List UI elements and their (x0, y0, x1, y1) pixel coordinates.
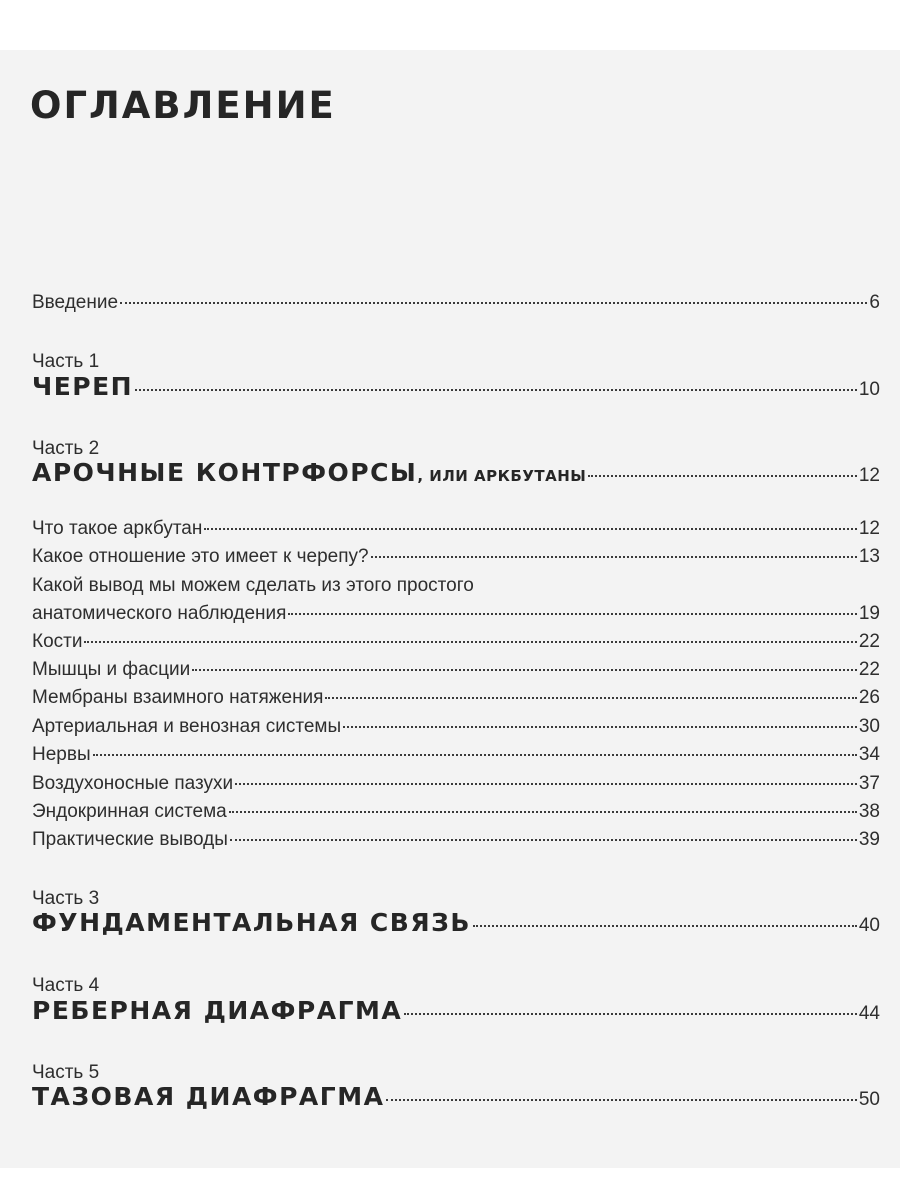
page-number: 44 (858, 1003, 880, 1024)
dot-leader (473, 925, 857, 927)
dot-leader (229, 811, 857, 813)
dot-leader (235, 783, 857, 785)
toc-entry-part-3[interactable] (32, 908, 880, 937)
part-title: ЧЕРЕП (32, 372, 134, 401)
page-number: 38 (858, 801, 880, 822)
toc-entry-section[interactable] (32, 631, 880, 653)
toc-entry-intro[interactable] (32, 292, 880, 314)
entry-label: Нервы (32, 744, 91, 765)
part-subtitle: , ИЛИ АРКБУТАНЫ (417, 467, 587, 485)
part-1-label: Часть 1 (32, 351, 100, 372)
entry-label: Мембраны взаимного натяжения (32, 687, 324, 708)
toc-entry-section[interactable] (32, 659, 880, 681)
page-number: 19 (858, 603, 880, 624)
part-title: ТАЗОВАЯ ДИАФРАГМА (32, 1082, 385, 1111)
entry-label: Введение (32, 292, 119, 313)
page-number: 22 (858, 659, 880, 680)
dot-leader (230, 839, 857, 841)
part-3-label: Часть 3 (32, 888, 100, 909)
toc-entry-part-2[interactable] (32, 458, 880, 487)
dot-leader (192, 669, 857, 671)
page-number: 12 (858, 465, 880, 486)
toc-entry-part-1[interactable] (32, 372, 880, 401)
dot-leader (84, 641, 856, 643)
toc-entry-section[interactable] (32, 687, 880, 709)
dot-leader (93, 754, 857, 756)
toc-entry-part-4[interactable] (32, 996, 880, 1025)
dot-leader (288, 613, 856, 615)
part-5-label: Часть 5 (32, 1062, 100, 1083)
entry-label: Какое отношение это имеет к черепу? (32, 546, 369, 567)
dot-leader (386, 1099, 856, 1101)
page-number: 30 (858, 716, 880, 737)
page-number: 13 (858, 546, 880, 567)
entry-label-line-1[interactable]: Какой вывод мы можем сделать из этого простого (32, 575, 474, 596)
toc-entry-section[interactable] (32, 829, 880, 851)
toc-title: ОГЛАВЛЕНИЕ (30, 84, 336, 127)
dot-leader (325, 697, 856, 699)
entry-label: Что такое аркбутан (32, 518, 203, 539)
entry-label-line-2: анатомического наблюдения (32, 603, 287, 624)
dot-leader (371, 556, 857, 558)
page-number: 22 (858, 631, 880, 652)
toc-entry-section[interactable] (32, 518, 880, 540)
part-4-label: Часть 4 (32, 975, 100, 996)
part-title: РЕБЕРНАЯ ДИАФРАГМА (32, 996, 403, 1025)
toc-entry-section[interactable] (32, 744, 880, 766)
dot-leader (120, 302, 867, 304)
dot-leader (588, 475, 857, 477)
entry-label: Эндокринная система (32, 801, 227, 822)
page-number: 34 (858, 744, 880, 765)
page-number: 12 (858, 518, 880, 539)
toc-entry-section[interactable] (32, 801, 880, 823)
toc-entry-part-5[interactable] (32, 1082, 880, 1111)
entry-label: Практические выводы (32, 829, 228, 850)
dot-leader (343, 726, 857, 728)
part-2-label: Часть 2 (32, 438, 100, 459)
entry-label: Артериальная и венозная системы (32, 716, 342, 737)
page-number: 10 (858, 379, 880, 400)
dot-leader (404, 1013, 857, 1015)
page-number: 26 (858, 687, 880, 708)
dot-leader (204, 528, 856, 530)
page-number: 50 (858, 1089, 880, 1110)
page-number: 40 (858, 915, 880, 936)
page-number: 37 (858, 773, 880, 794)
entry-label: Мышцы и фасции (32, 659, 191, 680)
part-title: АРОЧНЫЕ КОНТРФОРСЫ (32, 458, 418, 487)
toc-entry-section[interactable] (32, 546, 880, 568)
dot-leader (135, 389, 857, 391)
page-number: 39 (858, 829, 880, 850)
toc-entry-section[interactable] (32, 773, 880, 795)
part-title: ФУНДАМЕНТАЛЬНАЯ СВЯЗЬ (32, 908, 471, 937)
toc-entry-section[interactable] (32, 603, 880, 625)
toc-entry-section[interactable] (32, 716, 880, 738)
entry-label: Воздухоносные пазухи (32, 773, 234, 794)
page-number: 6 (869, 292, 880, 313)
entry-label: Кости (32, 631, 83, 652)
